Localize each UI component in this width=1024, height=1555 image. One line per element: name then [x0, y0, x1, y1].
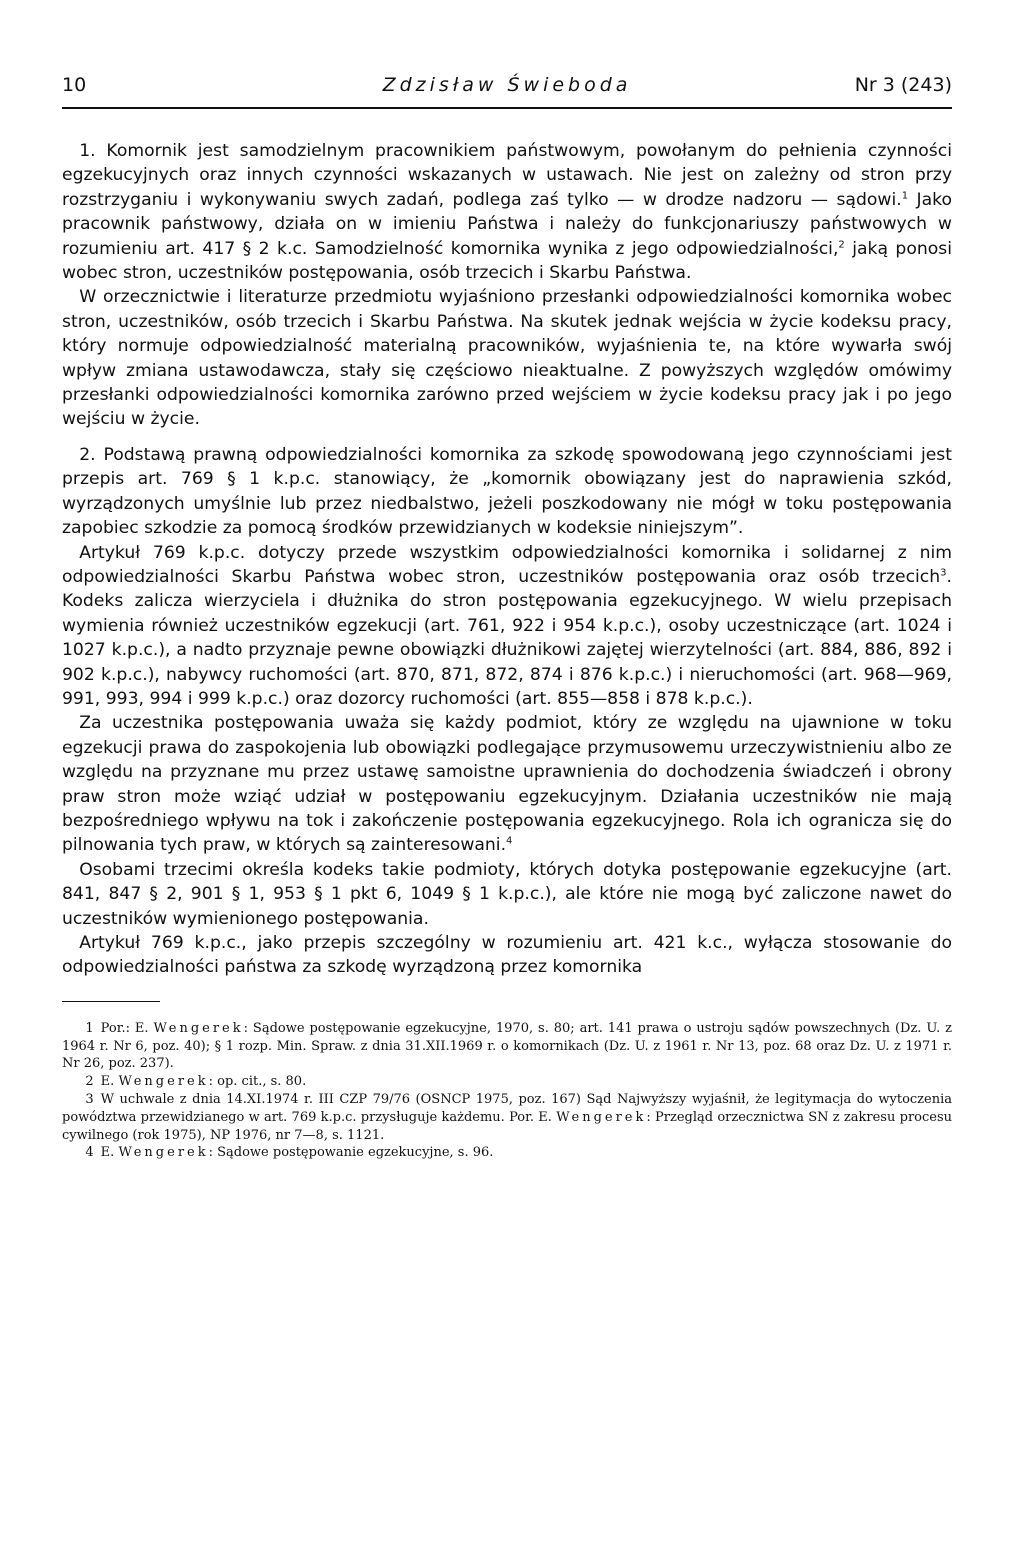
footnote-3: 3 W uchwale z dnia 14.XI.1974 r. III CZP 79/76 (OSNCP 1975, poz. 167) Sąd Najwyższy wyjaśnił, że legitymacja do wytoczenia powództwa przewidzianego w art. 769 k.p.c. przysługuje każdemu. Por. E. Wengerek: Przegląd orzecznictwa SN z zakresu procesu cywilnego (rok 1975), NP 1976, nr 7—8, s. 1121.	[62, 1092, 952, 1143]
running-header	[62, 70, 952, 100]
footnote-1: 1 Por.: E. Wengerek: Sądowe postępowanie egzekucyjne, 1970, s. 80; art. 141 prawa o ustroju sądów powszechnych (Dz. U. z 1964 r. Nr 6, poz. 40); § 1 rozp. Min. Spraw. z dnia 31.XII.1969 r. o komornikach (Dz. U. z 1961 r. Nr 13, poz. 68 oraz Dz. U. z 1971 r. Nr 26, poz. 237).	[62, 1020, 952, 1072]
footnote-ref-4: 4	[506, 835, 513, 847]
footnote-2: 2 E. Wengerek: op. cit., s. 80.	[85, 1074, 307, 1090]
footnote-ref-3: 3	[940, 567, 947, 579]
author-name: Zdzisław Świeboda	[382, 74, 632, 96]
footnotes	[62, 1020, 952, 1162]
paragraph-7: Artykuł 769 k.p.c., jako przepis szczególny w rozumieniu art. 421 k.c., wyłącza stosowanie do odpowiedzialności państwa za szkodę wyrządzoną przez komornika	[62, 933, 952, 978]
paragraph-2: W orzecznictwie i literaturze przedmiotu wyjaśniono przesłanki odpowiedzialności komornika wobec stron, uczestników, osób trzecich i Skarbu Państwa. Na skutek jednak wejścia w życie kodeksu pracy, który normuje odpowiedzialność materialną pracowników, wyjaśnienia te, na które wywarła swój wpływ zmiana ustawodawcza, stały się częściowo nieaktualne. Z powyższych względów omówimy przesłanki odpowiedzialności komornika zarówno przed wejściem w życie kodeksu pracy jak i po jego wejściu w życie.	[62, 287, 952, 430]
paragraph-5: Za uczestnika postępowania uważa się każdy podmiot, który ze względu na ujawnione w toku egzekucji prawa do zaspokojenia lub obowiązki podlegające przymusowemu urzeczywistnieniu albo ze względu na przyznane mu przez ustawę samoistne uprawnienia do dochodzenia świadczeń i obrony praw stron może wziąć udział w postępowaniu egzekucyjnym. Działania uczestników nie mają bezpośredniego wpływu na tok i zakończenie postępowania egzekucyjnego. Rola ich ogranicza się do pilnowania tych praw, w których są zainteresowani.$^4$	[62, 713, 952, 856]
document-page	[62, 70, 952, 1162]
footnote-4: 4 E. Wengerek: Sądowe postępowanie egzekucyjne, s. 96.	[85, 1145, 494, 1161]
footnote-separator	[62, 1001, 160, 1002]
paragraph-1: 1. Komornik jest samodzielnym pracownikiem państwowym, powołanym do pełnienia czynności egzekucyjnych oraz innych czynności wskazanych w ustawach. Nie jest on zależny od stron przy rozstrzyganiu i wykonywaniu swych zadań, podlega zaś tylko — w drodze nadzoru — sądowi.$^1$ Jako pracownik państwowy, działa on w imieniu Państwa i należy do funkcjonariuszy państwowych w rozumieniu art. 417 § 2 k.c. Samodzielność komornika wynika z jego odpowiedzialności,$^2$ jaką ponosi wobec stron, uczestników postępowania, osób trzecich i Skarbu Państwa.	[62, 141, 953, 284]
header-rule	[62, 107, 952, 109]
paragraph-6: Osobami trzecimi określa kodeks takie podmioty, których dotyka postępowanie egzekucyjne (art. 841, 847 § 2, 901 § 1, 953 § 1 pkt 6, 1049 § 1 k.p.c.), ale które nie mogą być zaliczone nawet do uczestników wymienionego postępowania.	[62, 859, 952, 929]
paragraph-4: Artykuł 769 k.p.c. dotyczy przede wszystkim odpowiedzialności komornika i solidarnej z nim odpowiedzialności Skarbu Państwa wobec stron, uczestników postępowania oraz osób trzecich$^3$. Kodeks zalicza wierzyciela i dłużnika do stron postępowania egzekucyjnego. W wielu przepisach wymienia również uczestników egzekucji (art. 761, 922 i 954 k.p.c.), osoby uczestniczące (art. 1024 i 1027 k.p.c.), a nadto przyznaje pewne obowiązki dłużnikowi zajętej wierzytelności (art. 884, 886, 892 i 902 k.p.c.), nabywcy ruchomości (art. 870, 871, 872, 874 i 876 k.p.c.) i nieruchomości (art. 968—969, 991, 993, 994 i 999 k.p.c.) oraz dozorcy ruchomości (art. 855—858 i 878 k.p.c.).	[62, 542, 952, 709]
paragraph-3: 2. Podstawą prawną odpowiedzialności komornika za szkodę spowodowaną jego czynnościami jest przepis art. 769 § 1 k.p.c. stanowiący, że „komornik obowiązany jest do naprawienia szkód, wyrządzonych umyślnie lub przez niedbalstwo, jeżeli poszkodowany nie mógł w toku postępowania zapobiec szkodzie za pomocą środków przewidzianych w kodeksie niniejszym”.	[62, 444, 952, 539]
page-number: 10	[62, 74, 87, 96]
article-body	[62, 139, 952, 980]
footnote-ref-1: 1	[901, 190, 909, 202]
issue-number: Nr 3 (243)	[854, 74, 952, 96]
footnote-ref-2: 2	[838, 238, 845, 250]
